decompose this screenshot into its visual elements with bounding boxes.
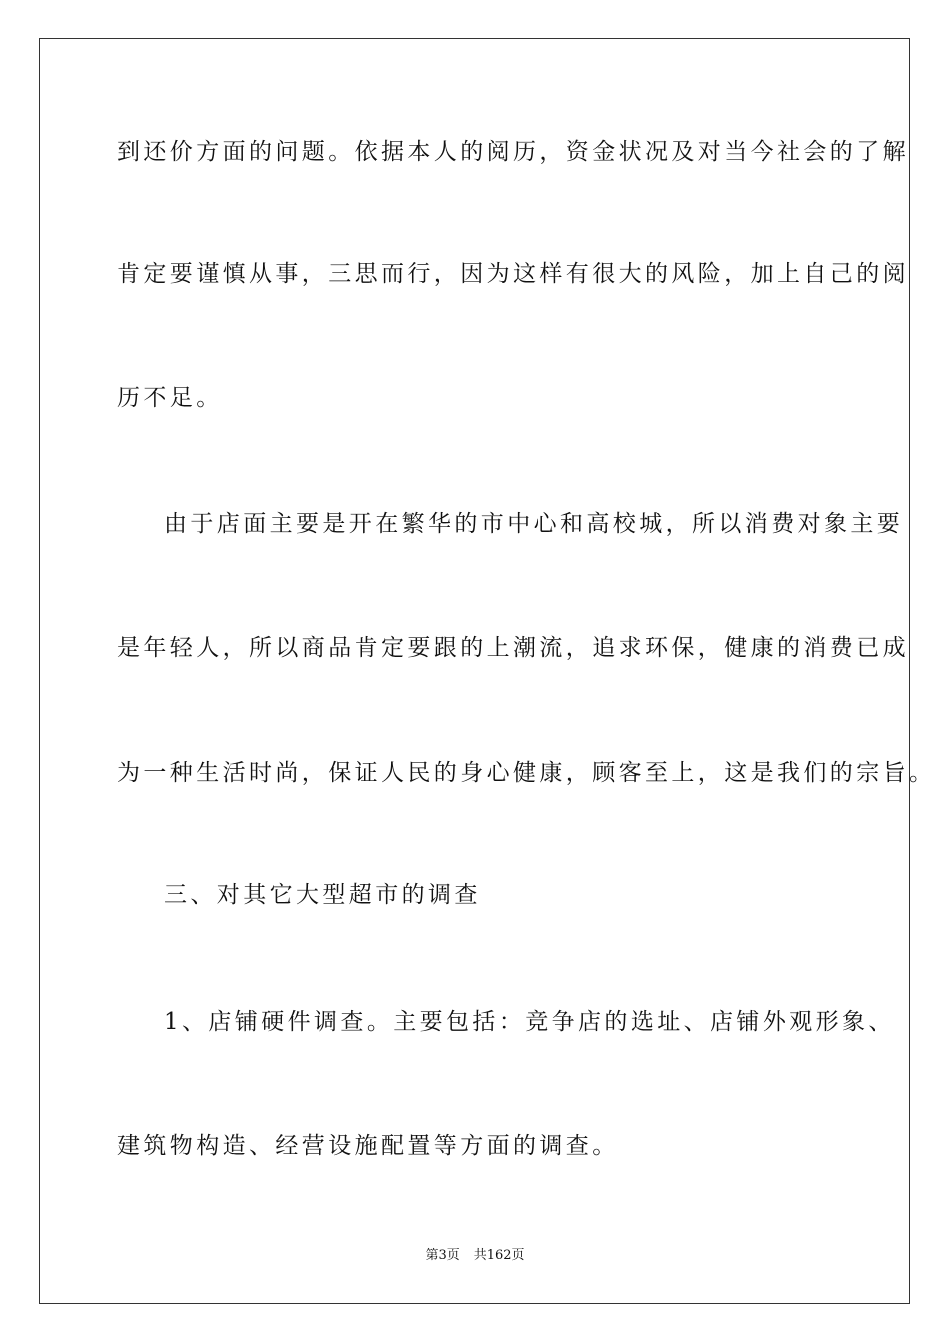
page-border (39, 38, 910, 1304)
body-text-line: 历不足。 (117, 385, 223, 411)
body-text-line: 为一种生活时尚，保证人民的身心健康，顾客至上，这是我们的宗旨。 (117, 760, 936, 786)
body-text-line: 建筑物构造、经营设施配置等方面的调查。 (117, 1133, 619, 1159)
body-text-line: 是年轻人，所以商品肯定要跟的上潮流，追求环保，健康的消费已成 (117, 635, 909, 661)
page-number-current: 第3页 (425, 1248, 460, 1263)
body-text-line: 到还价方面的问题。依据本人的阅历，资金状况及对当今社会的了解 (117, 139, 909, 165)
page-footer (0, 1247, 950, 1265)
paragraph-start-line: 由于店面主要是开在繁华的市中心和高校城，所以消费对象主要 (164, 511, 904, 537)
page-number-total: 共162页 (473, 1248, 525, 1263)
list-item-line: 1、店铺硬件调查。主要包括：竞争店的选址、店铺外观形象、 (164, 1009, 895, 1035)
body-text-line: 肯定要谨慎从事，三思而行，因为这样有很大的风险，加上自己的阅 (117, 261, 909, 287)
section-heading: 三、对其它大型超市的调查 (164, 882, 481, 908)
